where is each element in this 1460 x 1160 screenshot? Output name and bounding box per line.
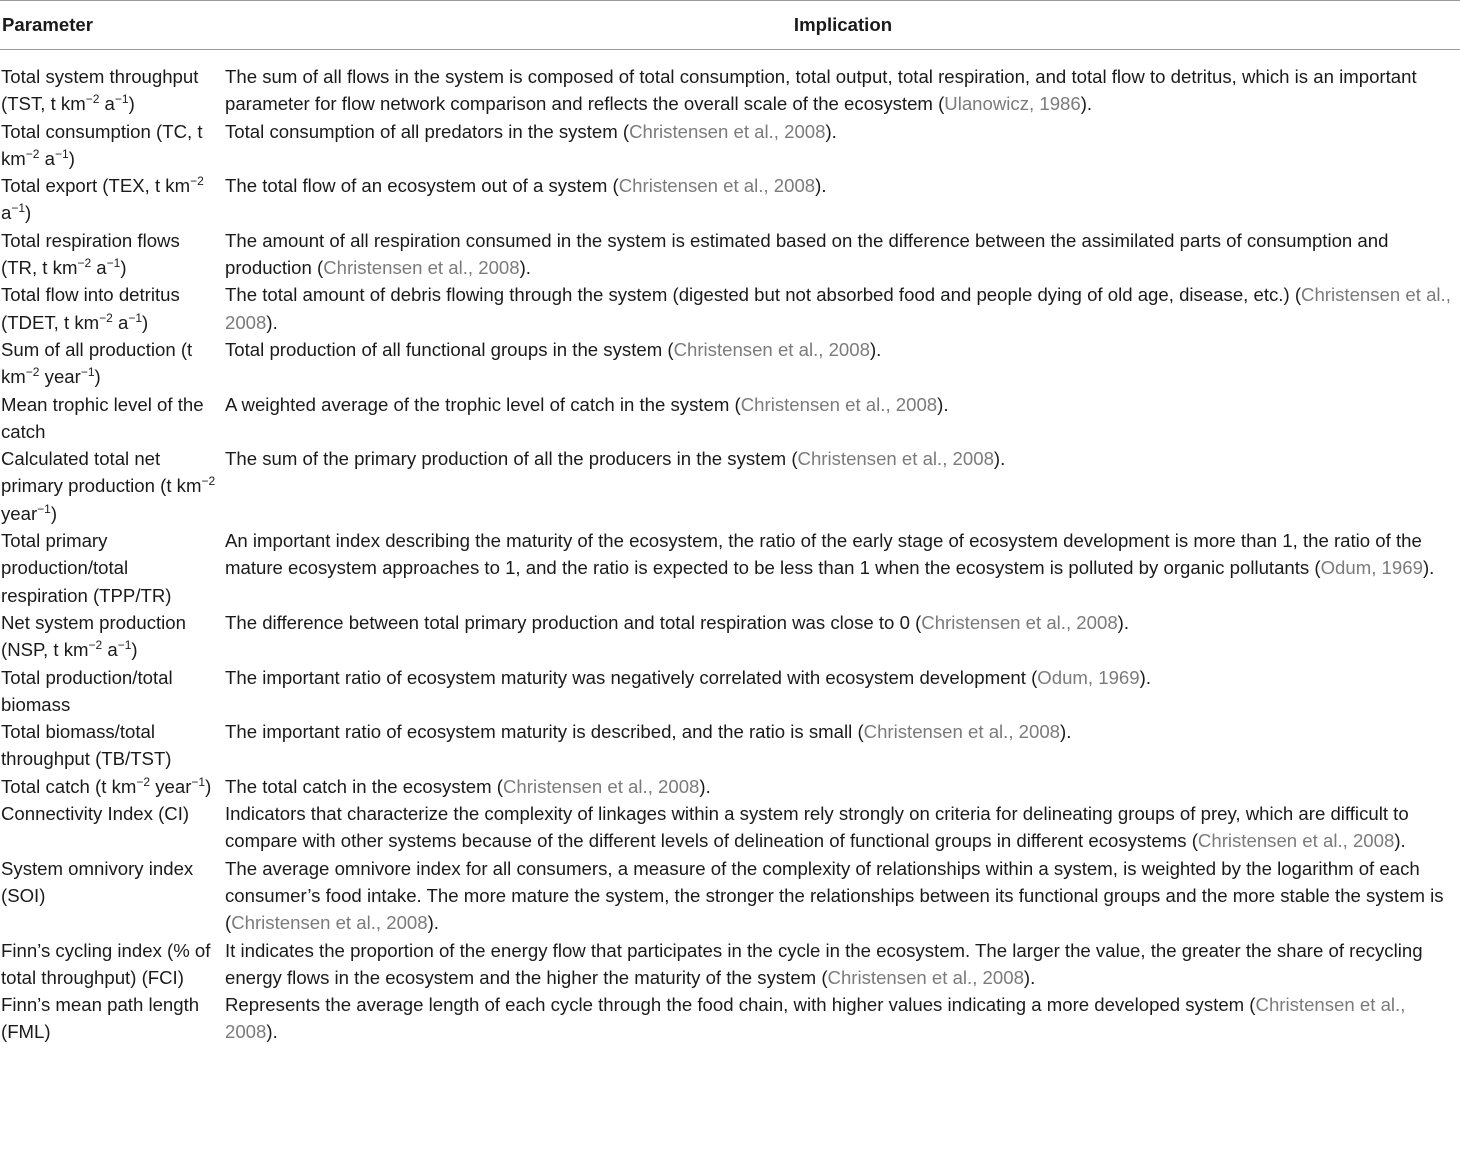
table-row: [0, 336, 1460, 391]
parameter-cell: [0, 118, 224, 173]
cell-text: year: [1, 502, 38, 524]
table-row: [0, 855, 1460, 937]
parameter-cell: [0, 609, 224, 664]
cell-text: Finn’s cycling index (% of total throughput) (FCI): [1, 939, 211, 988]
parameter-cell: [0, 281, 224, 336]
table-row: [0, 445, 1460, 527]
cell-text: a: [102, 639, 118, 661]
parameter-cell: [0, 336, 224, 391]
superscript: −1: [11, 201, 26, 216]
superscript: −2: [136, 774, 151, 789]
table-row: [0, 281, 1460, 336]
superscript: −1: [80, 365, 95, 380]
cell-text: a: [112, 311, 129, 333]
cell-text: Represents the average length of each cycle through the food chain, with higher values indicating a more developed system (: [225, 994, 1256, 1016]
cell-text: ).: [1060, 721, 1072, 743]
cell-text: Total system throughput (TST, t km: [1, 66, 199, 115]
cell-text: ).: [1080, 93, 1093, 115]
table-row: [0, 227, 1460, 282]
cell-text: The average omnivore index for all consumers, a measure of the complexity of relationships within a system, is weighted by the logarithm of each consumer’s food intake. The more mature the system, the stronger the relationships between its functional groups and the more stable the system is (: [225, 857, 1444, 934]
cell-text: ).: [869, 338, 882, 360]
cell-text: Total respiration flows (TR, t km: [1, 229, 180, 279]
cell-text: ): [68, 147, 75, 169]
cell-text: The sum of all flows in the system is composed of total consumption, total output, total respiration, and total flow to detritus, which is an important parameter for flow network comparison and reflects the overall scale of the ecosystem (: [225, 66, 1417, 115]
table-row: [0, 718, 1460, 773]
implication-cell: [224, 718, 1460, 773]
cell-text: The difference between total primary production and total respiration was close to 0 (: [225, 611, 922, 633]
cell-text: Total biomass/total throughput (TB/TST): [1, 721, 172, 770]
superscript: −2: [201, 474, 216, 489]
implication-cell: [224, 118, 1460, 173]
cell-text: System omnivory index (SOI): [1, 857, 194, 906]
table-row: [0, 664, 1460, 719]
cell-text: a: [91, 257, 107, 279]
superscript: −1: [55, 146, 69, 161]
superscript: −2: [85, 92, 100, 107]
citation-link[interactable]: Christensen et al., 2008: [1197, 830, 1395, 852]
cell-text: The important ratio of ecosystem maturity is described, and the ratio is small (: [225, 721, 864, 743]
superscript: −1: [37, 501, 51, 516]
superscript: −2: [88, 638, 103, 653]
citation-link[interactable]: Christensen et al., 2008: [323, 257, 520, 279]
table-body: [0, 50, 1460, 1046]
superscript: −1: [114, 92, 129, 107]
cell-text: ).: [699, 775, 711, 797]
implication-cell: [224, 227, 1460, 282]
cell-text: ).: [1117, 611, 1130, 633]
table-row: [0, 50, 1460, 118]
cell-text: ).: [1394, 830, 1406, 852]
cell-text: It indicates the proportion of the energy flow that participates in the cycle in the ecosystem. The larger the value, the greater the share of recycling energy flows in the ecosystem and the higher the maturity of the system (: [225, 939, 1423, 988]
superscript: −2: [99, 310, 113, 325]
implication-cell: [224, 391, 1460, 446]
table-row: [0, 800, 1460, 855]
implication-cell: [224, 800, 1460, 855]
cell-text: ): [205, 775, 212, 797]
cell-text: ): [128, 93, 135, 115]
cell-text: The total catch in the ecosystem (: [225, 775, 503, 797]
table-row: [0, 391, 1460, 446]
implication-cell: [224, 991, 1460, 1046]
citation-link[interactable]: Christensen et al., 2008: [629, 120, 826, 142]
header-parameter: Parameter: [0, 1, 224, 50]
superscript: −2: [25, 365, 40, 380]
cell-text: ): [120, 257, 127, 279]
table-row: [0, 937, 1460, 992]
cell-text: Total consumption (TC, t km: [1, 120, 203, 169]
parameter-cell: [0, 991, 224, 1046]
parameter-cell: [0, 800, 224, 855]
table-row: [0, 609, 1460, 664]
cell-text: ).: [937, 393, 949, 415]
citation-link[interactable]: Christensen et al., 2008: [231, 912, 428, 934]
cell-text: Connectivity Index (CI): [1, 803, 190, 825]
citation-link[interactable]: Christensen et al., 2008: [863, 721, 1061, 743]
cell-text: year: [150, 775, 192, 797]
cell-text: ).: [1139, 666, 1151, 688]
cell-text: Calculated total net primary production (t km: [1, 448, 202, 497]
table-header: [0, 1, 1460, 50]
cell-text: Total consumption of all predators in the system (: [225, 120, 630, 142]
cell-text: The sum of the primary production of all the producers in the system (: [225, 448, 798, 470]
cell-text: ): [50, 502, 58, 524]
cell-text: ).: [266, 311, 278, 333]
cell-text: a: [39, 147, 55, 169]
cell-text: ).: [825, 120, 837, 142]
parameter-cell: [0, 391, 224, 446]
cell-text: The important ratio of ecosystem maturity was negatively correlated with ecosystem development (: [225, 666, 1038, 688]
parameter-cell: [0, 937, 224, 992]
cell-text: ).: [1023, 966, 1036, 988]
citation-link[interactable]: Christensen et al., 2008: [921, 611, 1118, 633]
implication-cell: [224, 937, 1460, 992]
citation-link[interactable]: Christensen et al., 2008: [503, 775, 700, 797]
cell-text: Net system production (NSP, t km: [1, 611, 186, 661]
parameter-cell: [0, 172, 224, 227]
parameter-cell: [0, 50, 224, 118]
parameter-cell: [0, 664, 224, 719]
cell-text: Total production of all functional groups in the system (: [225, 338, 674, 360]
citation-link[interactable]: Christensen et al., 2008: [225, 994, 1406, 1043]
citation-link[interactable]: Christensen et al., 2008: [797, 448, 994, 470]
cell-text: ): [25, 202, 32, 224]
parameter-cell: [0, 773, 224, 800]
cell-text: Total production/total biomass: [1, 666, 173, 715]
table-row: [0, 118, 1460, 173]
cell-text: Indicators that characterize the complexity of linkages within a system rely strongly on criteria for delineating groups of prey, which are difficult to compare with other systems because of the different levels of delineation of functional groups in different ecosystems (: [225, 803, 1409, 852]
cell-text: ).: [1422, 557, 1435, 579]
cell-text: a: [1, 202, 12, 224]
cell-text: The total amount of debris flowing through the system (digested but not absorbed food and people dying of old age, disease, etc.) (: [225, 284, 1302, 306]
cell-text: Finn’s mean path length (FML): [1, 994, 200, 1043]
citation-link[interactable]: Christensen et al., 2008: [740, 393, 938, 415]
parameter-cell: [0, 718, 224, 773]
implication-cell: [224, 50, 1460, 118]
implication-cell: [224, 527, 1460, 609]
cell-text: ).: [519, 257, 531, 279]
cell-text: ): [142, 311, 149, 333]
cell-text: Total flow into detritus (TDET, t km: [1, 284, 180, 333]
superscript: −2: [77, 256, 92, 271]
cell-text: a: [99, 93, 115, 115]
cell-text: The amount of all respiration consumed in the system is estimated based on the difference between the assimilated parts of consumption and production (: [225, 229, 1389, 279]
cell-text: The total flow of an ecosystem out of a system (: [225, 175, 619, 197]
cell-text: A weighted average of the trophic level of catch in the system (: [225, 393, 741, 415]
cell-text: ): [94, 366, 101, 388]
cell-text: Total catch (t km: [1, 775, 137, 797]
cell-text: ).: [266, 1021, 278, 1043]
cell-text: ).: [427, 912, 439, 934]
citation-link[interactable]: Christensen et al., 2008: [225, 284, 1451, 333]
superscript: −2: [25, 146, 40, 161]
implication-cell: [224, 445, 1460, 527]
citation-link[interactable]: Odum, 1969: [1037, 666, 1140, 688]
implication-cell: [224, 172, 1460, 227]
implication-cell: [224, 336, 1460, 391]
table-row: [0, 991, 1460, 1046]
parameter-cell: [0, 227, 224, 282]
table-row: [0, 172, 1460, 227]
cell-text: ).: [815, 175, 827, 197]
cell-text: ).: [993, 448, 1006, 470]
citation-link[interactable]: Christensen et al., 2008: [673, 338, 870, 360]
citation-link[interactable]: Christensen et al., 2008: [618, 175, 816, 197]
implication-cell: [224, 855, 1460, 937]
superscript: −1: [106, 256, 121, 271]
implication-cell: [224, 664, 1460, 719]
parameter-cell: [0, 445, 224, 527]
superscript: −2: [190, 174, 204, 189]
superscript: −1: [128, 310, 143, 325]
superscript: −1: [117, 638, 132, 653]
table-row: [0, 773, 1460, 800]
parameter-cell: [0, 527, 224, 609]
cell-text: Mean trophic level of the catch: [1, 393, 204, 442]
citation-link[interactable]: Christensen et al., 2008: [827, 966, 1024, 988]
superscript: −1: [191, 774, 206, 789]
parameter-cell: [0, 855, 224, 937]
cell-text: Total primary production/total respiration (TPP/TR): [1, 530, 172, 606]
implication-cell: [224, 609, 1460, 664]
table-row: [0, 527, 1460, 609]
header-row: [0, 1, 1460, 50]
citation-link[interactable]: Odum, 1969: [1320, 557, 1423, 579]
cell-text: An important index describing the maturity of the ecosystem, the ratio of the early stage of ecosystem development is more than 1, the ratio of the mature ecosystem approaches to 1, and the ratio is expected to be less than 1 when the ecosystem is polluted by organic pollutants (: [225, 530, 1422, 579]
cell-text: year: [39, 366, 81, 388]
implication-cell: [224, 773, 1460, 800]
cell-text: Sum of all production (t km: [1, 338, 193, 388]
cell-text: Total export (TEX, t km: [1, 175, 191, 197]
citation-link[interactable]: Ulanowicz, 1986: [944, 93, 1081, 115]
implication-cell: [224, 281, 1460, 336]
header-implication: Implication: [224, 1, 1460, 50]
cell-text: ): [131, 639, 138, 661]
